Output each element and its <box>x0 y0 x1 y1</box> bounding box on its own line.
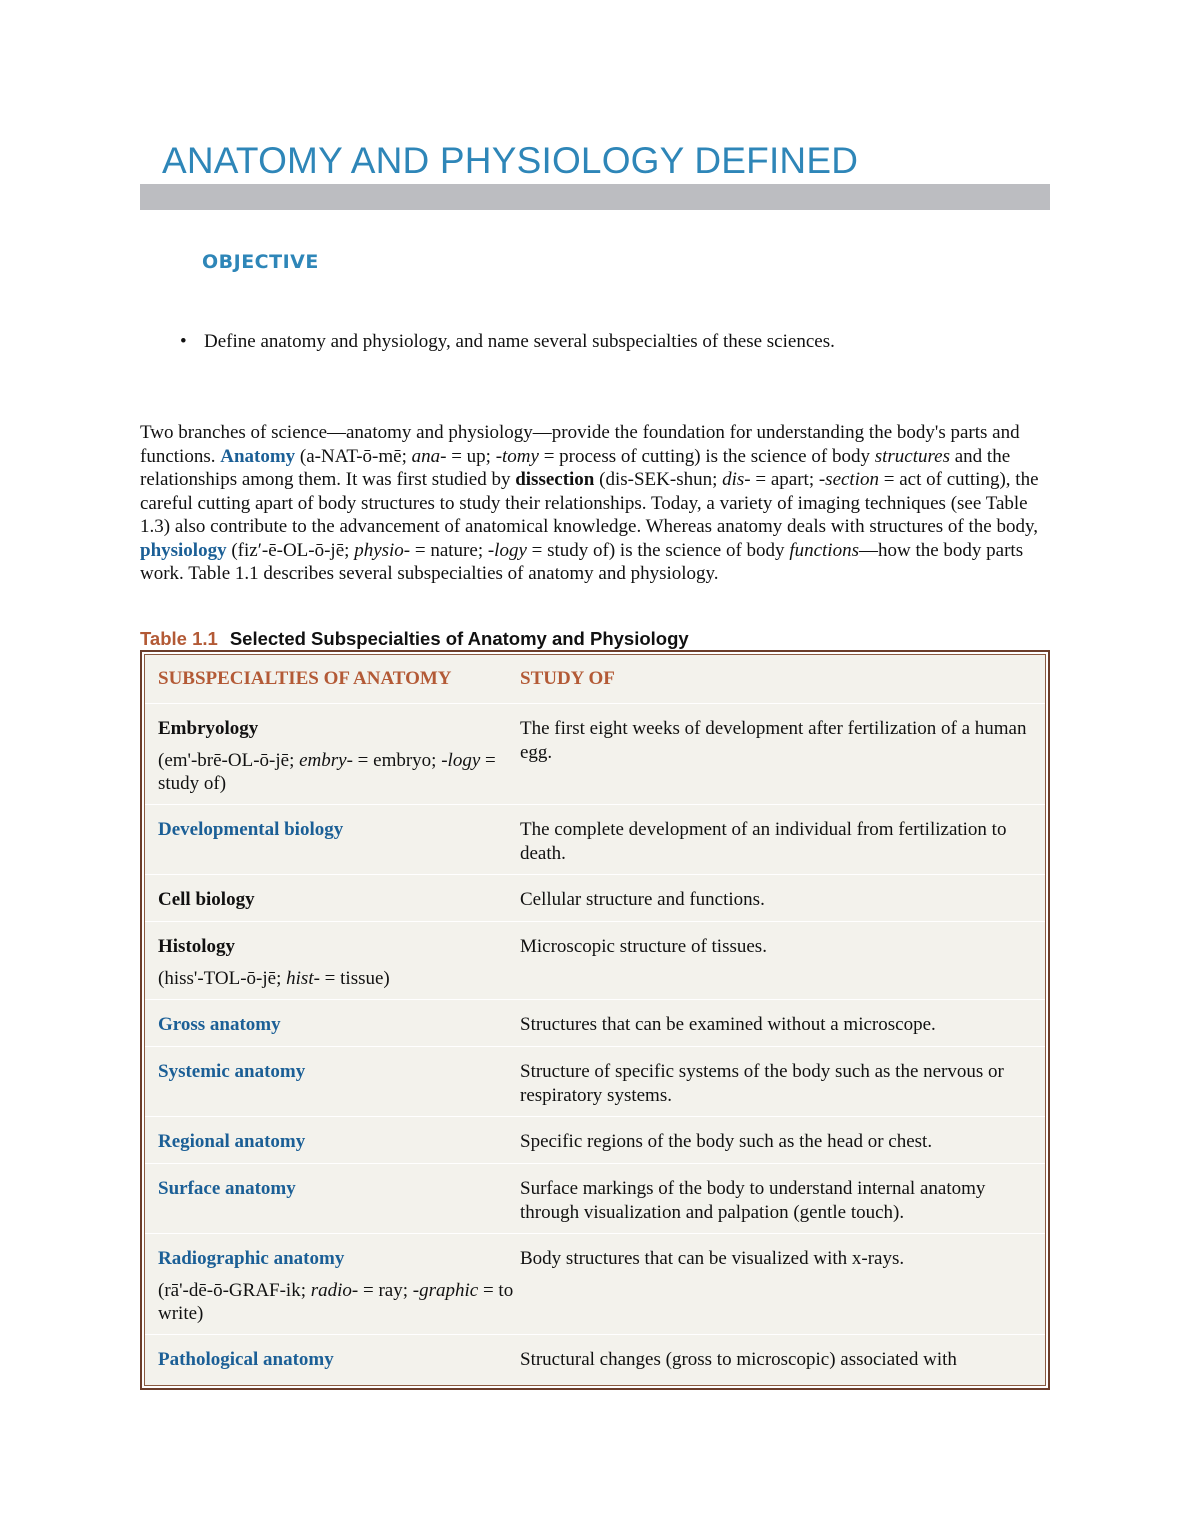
table-caption <box>140 628 689 650</box>
pronunciation <box>158 749 520 796</box>
table-header-subspecialties: SUBSPECIALTIES OF ANATOMY <box>158 668 452 689</box>
table-row <box>145 1335 1045 1390</box>
term-physiology: physiology <box>140 539 227 561</box>
intro-italic: -logy <box>487 539 527 561</box>
section-title: ANATOMY AND PHYSIOLOGY DEFINED <box>162 140 859 181</box>
intro-italic: structures <box>874 445 950 467</box>
study-of-cell: The complete development of an individual from fertilization to death. <box>520 819 1007 864</box>
pron-text: = embryo; - <box>352 749 448 771</box>
study-of-cell: Specific regions of the body such as the head or chest. <box>520 1131 933 1152</box>
intro-italic: -tomy <box>495 445 539 467</box>
pron-text: (em'-brē-OL-ō-jē; <box>158 749 300 771</box>
pron-italic: graphic <box>419 1279 479 1301</box>
subspecialty-name: Radiographic anatomy <box>158 1248 345 1269</box>
table-caption-title: Selected Subspecialties of Anatomy and Physiology <box>229 628 689 649</box>
intro-text: (a-NAT-ō-mē; <box>295 445 412 467</box>
table-row <box>145 1234 1045 1335</box>
pron-text: = to write) <box>158 1279 514 1324</box>
pron-text: = tissue) <box>319 967 390 989</box>
objective-list <box>180 331 835 353</box>
table-row <box>145 875 1045 922</box>
intro-text: (dis-SEK-shun; <box>594 469 723 490</box>
subspecialty-name: Histology <box>158 936 236 957</box>
intro-text: (fiz′-ē-OL-ō-jē; <box>226 539 355 561</box>
term-anatomy: Anatomy <box>220 445 296 467</box>
intro-paragraph <box>140 421 1052 586</box>
subspecialty-cell <box>145 1247 520 1334</box>
pron-text: = ray; - <box>358 1279 420 1301</box>
intro-text: = up; <box>446 445 496 467</box>
intro-italic: dis- <box>722 469 751 490</box>
subspecialty-cell <box>145 717 520 804</box>
intro-text: = process of cutting) is the science of body <box>538 445 875 467</box>
bullet-icon: • <box>180 331 187 352</box>
intro-italic: functions <box>789 539 859 561</box>
study-of-cell: Body structures that can be visualized with x-rays. <box>520 1248 905 1269</box>
subspecialty-name: Pathological anatomy <box>158 1349 334 1370</box>
study-of-cell: Structural changes (gross to microscopic) associated with <box>520 1349 957 1370</box>
table-row <box>145 1117 1045 1164</box>
subspecialty-cell <box>145 935 520 999</box>
objective-heading: OBJECTIVE <box>202 251 319 273</box>
objective-item-text: Define anatomy and physiology, and name several subspecialties of these sciences. <box>204 331 835 352</box>
intro-italic: ana- <box>411 445 447 467</box>
pron-italic: embry- <box>299 749 353 771</box>
table-caption-number: Table 1.1 <box>140 628 218 649</box>
table-row <box>145 1047 1045 1117</box>
pronunciation <box>158 1279 520 1326</box>
subspecialty-name: Developmental biology <box>158 819 344 840</box>
intro-text: = act of cutting), the careful cutting apart of body structures to study their relationships. Today, a variety of imaging techniques (see Table 1.3) also contribute to the advancement of anatomical knowledge. Whereas anatomy deals with structures of the body, <box>140 469 1039 537</box>
study-of-cell: Cellular structure and functions. <box>520 889 765 910</box>
intro-text: = study of) is the science of body <box>526 539 790 561</box>
table-row <box>145 922 1045 1000</box>
pron-text: = study of) <box>158 749 496 794</box>
intro-text: Two branches of science—anatomy and physiology—provide the foundation for understanding the body's parts and functions. <box>140 422 1020 467</box>
objective-item <box>180 331 835 353</box>
study-of-cell: Structure of specific systems of the body such as the nervous or respiratory systems. <box>520 1061 1004 1106</box>
pronunciation <box>158 967 520 991</box>
study-of-cell: The first eight weeks of development after fertilization of a human egg. <box>520 718 1027 763</box>
intro-italic: -section <box>818 469 879 490</box>
study-of-cell: Microscopic structure of tissues. <box>520 936 767 957</box>
intro-text: —how the body parts work. Table 1.1 describes several subspecialties of anatomy and physiology. <box>140 539 1024 584</box>
intro-text: and the relationships among them. It was first studied by <box>140 445 1011 490</box>
table-header-study-of: STUDY OF <box>520 668 615 689</box>
title-underline-bar <box>140 184 1050 210</box>
table-row <box>145 805 1045 875</box>
subspecialty-name: Gross anatomy <box>158 1014 281 1035</box>
table-row <box>145 1000 1045 1047</box>
table-header-row <box>145 655 1045 704</box>
term-dissection: dissection <box>515 469 595 490</box>
subspecialty-name: Systemic anatomy <box>158 1061 306 1082</box>
intro-text: = apart; <box>750 469 819 490</box>
table-body <box>144 654 1046 1386</box>
pron-italic: radio- <box>310 1279 359 1301</box>
intro-italic: physio- <box>354 539 411 561</box>
study-of-cell: Structures that can be examined without a microscope. <box>520 1014 936 1035</box>
intro-text: = nature; <box>410 539 488 561</box>
subspecialty-name: Cell biology <box>158 889 255 910</box>
pron-italic: logy <box>447 749 481 771</box>
subspecialty-name: Embryology <box>158 718 259 739</box>
pron-text: (hiss'-TOL-ō-jē; <box>158 967 287 989</box>
study-of-cell: Surface markings of the body to understand internal anatomy through visualization and palpation (gentle touch). <box>520 1178 986 1223</box>
subspecialty-name: Regional anatomy <box>158 1131 306 1152</box>
subspecialty-name: Surface anatomy <box>158 1178 296 1199</box>
table-row <box>145 1164 1045 1234</box>
pron-italic: hist- <box>286 967 320 989</box>
table-row <box>145 704 1045 805</box>
subspecialties-table <box>140 650 1050 1390</box>
pron-text: (rā'-dē-ō-GRAF-ik; <box>158 1279 311 1301</box>
